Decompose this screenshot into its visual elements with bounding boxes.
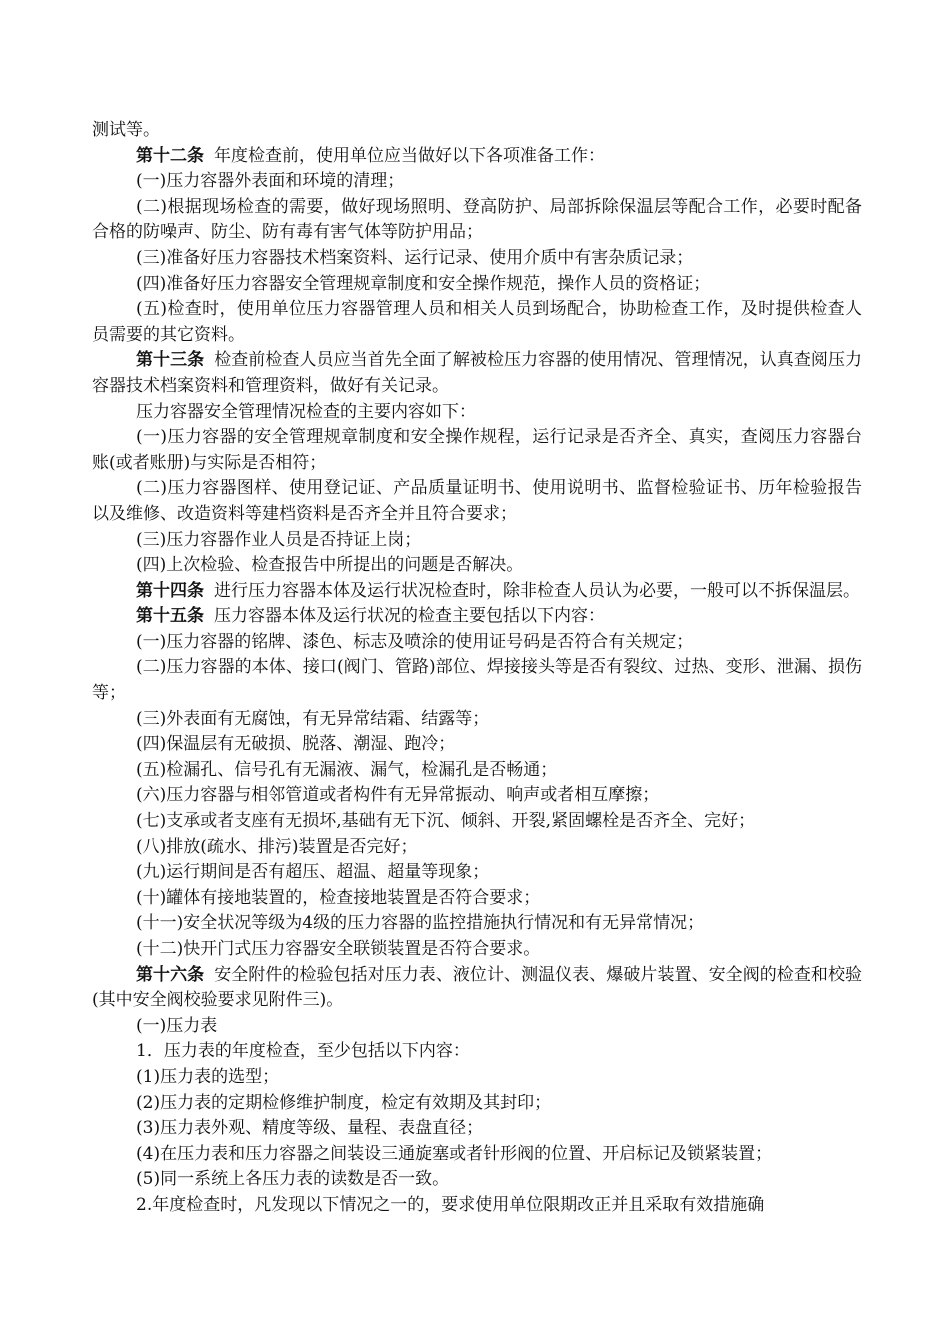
paragraph	[92, 886, 862, 912]
paragraph	[92, 809, 862, 835]
article-number: 第十二条	[136, 145, 204, 166]
paragraph	[92, 297, 862, 348]
article-number: 第十三条	[136, 350, 205, 371]
paragraph	[92, 963, 862, 1014]
paragraph-text: (二)压力容器图样、使用登记证、产品质量证明书、使用说明书、监督检验证书、历年检验报告以及维修、改造资料等建档资料是否齐全并且符合要求；	[92, 478, 862, 524]
paragraph-text: 测试等。	[92, 120, 160, 140]
paragraph-text: (七)支承或者支座有无损坏,基础有无下沉、倾斜、开裂,紧固螺栓是否齐全、完好；	[136, 811, 756, 832]
paragraph	[92, 604, 862, 630]
paragraph-text: (五)检漏孔、信号孔有无漏液、漏气，检漏孔是否畅通；	[136, 759, 558, 780]
paragraph	[92, 1039, 862, 1065]
paragraph	[92, 707, 862, 733]
paragraph-text: (十一)安全状况等级为4级的压力容器的监控措施执行情况和有无异常情况；	[136, 913, 705, 934]
paragraph-text: (四)准备好压力容器安全管理规章制度和安全操作规范，操作人员的资格证；	[136, 273, 711, 294]
paragraph	[92, 1142, 862, 1168]
paragraph-text: (二)压力容器的本体、接口(阀门、管路)部位、焊接接头等是否有裂纹、过热、变形、泄漏、损伤等；	[92, 657, 862, 704]
paragraph-text: 2.年度检查时，凡发现以下情况之一的，要求使用单位限期改正并且采取有效措施确	[136, 1194, 765, 1215]
paragraph-text: (一)压力容器的安全管理规章制度和安全操作规程，运行记录是否齐全、真实，查阅压力容器台账(或者账册)与实际是否相符；	[92, 427, 862, 473]
paragraph	[92, 169, 862, 195]
paragraph-text: (三)压力容器作业人员是否持证上岗；	[136, 529, 422, 550]
document-page	[92, 118, 862, 1219]
paragraph-text: 安全附件的检验包括对压力表、液位计、测温仪表、爆破片装置、安全阀的检查和校验(其中安全阀校验要求见附件三)。	[92, 964, 863, 1011]
paragraph	[92, 937, 862, 963]
paragraph-text: 压力容器安全管理情况检查的主要内容如下：	[136, 401, 476, 422]
paragraph-text: 年度检查前，使用单位应当做好以下各项准备工作：	[214, 145, 605, 166]
paragraph	[92, 400, 862, 426]
paragraph	[92, 553, 862, 579]
paragraph-text: (四)保温层有无破损、脱落、潮湿、跑冷；	[136, 734, 456, 755]
paragraph-text: 压力容器本体及运行状况的检查主要包括以下内容：	[214, 606, 605, 627]
paragraph	[92, 1014, 862, 1040]
paragraph	[92, 579, 862, 605]
paragraph-text: (三)外表面有无腐蚀，有无异常结霜、结露等；	[136, 708, 490, 729]
paragraph	[92, 835, 862, 861]
paragraph-text: 检查前检查人员应当首先全面了解被检压力容器的使用情况、管理情况，认真查阅压力容器技术档案资料和管理资料，做好有关记录。	[92, 350, 863, 396]
article-number: 第十四条	[136, 580, 204, 601]
paragraph-text: (十)罐体有接地装置的，检查接地装置是否符合要求；	[136, 887, 541, 908]
article-number: 第十六条	[136, 964, 205, 985]
paragraph-text: (八)排放(疏水、排污)装置是否完好；	[136, 836, 418, 857]
paragraph-text: (2)压力表的定期检修维护制度，检定有效期及其封印；	[136, 1092, 552, 1113]
paragraph	[92, 476, 862, 527]
paragraph-text: (四)上次检验、检查报告中所提出的问题是否解决。	[136, 555, 524, 576]
article-number: 第十五条	[136, 606, 204, 627]
paragraph	[92, 425, 862, 476]
paragraph-text: (一)压力表	[136, 1015, 218, 1036]
paragraph	[92, 195, 862, 246]
paragraph	[92, 783, 862, 809]
paragraph-text: (5)同一系统上各压力表的读数是否一致。	[136, 1169, 450, 1190]
paragraph-text: 进行压力容器本体及运行状况检查时，除非检查人员认为必要，一般可以不拆保温层。	[214, 580, 860, 601]
paragraph-text: (六)压力容器与相邻管道或者构件有无异常振动、响声或者相互摩擦；	[136, 785, 660, 806]
paragraph	[92, 860, 862, 886]
paragraph	[92, 1167, 862, 1193]
paragraph	[92, 348, 862, 399]
paragraph	[92, 630, 862, 656]
paragraph	[92, 1193, 862, 1219]
paragraph-text: (1)压力表的选型；	[136, 1066, 280, 1087]
paragraph-text: (三)准备好压力容器技术档案资料、运行记录、使用介质中有害杂质记录；	[136, 247, 694, 268]
paragraph	[92, 246, 862, 272]
paragraph	[92, 655, 862, 706]
paragraph-text: (五)检查时，使用单位压力容器管理人员和相关人员到场配合，协助检查工作，及时提供检查人员需要的其它资料。	[92, 299, 862, 345]
paragraph	[92, 911, 862, 937]
paragraph	[92, 1065, 862, 1091]
paragraph	[92, 1116, 862, 1142]
paragraph	[92, 758, 862, 784]
paragraph-text: (十二)快开门式压力容器安全联锁装置是否符合要求。	[136, 939, 541, 959]
paragraph-text: (一)压力容器外表面和环境的清理；	[136, 171, 405, 192]
paragraph	[92, 144, 862, 170]
paragraph-text: (一)压力容器的铭牌、漆色、标志及喷涂的使用证号码是否符合有关规定；	[136, 631, 694, 652]
paragraph	[92, 118, 862, 144]
paragraph-text: (4)在压力表和压力容器之间装设三通旋塞或者针形阀的位置、开启标记及锁紧装置；	[136, 1143, 773, 1164]
paragraph-text: 1．压力表的年度检查，至少包括以下内容：	[136, 1041, 470, 1062]
paragraph	[92, 528, 862, 554]
paragraph	[92, 272, 862, 298]
paragraph-text: (九)运行期间是否有超压、超温、超量等现象；	[136, 862, 490, 883]
paragraph	[92, 732, 862, 758]
paragraph-text: (3)压力表外观、精度等级、量程、表盘直径；	[136, 1118, 484, 1139]
paragraph	[92, 1091, 862, 1117]
paragraph-text: (二)根据现场检查的需要，做好现场照明、登高防护、局部拆除保温层等配合工作，必要时配备合格的防噪声、防尘、防有毒有害气体等防护用品；	[92, 196, 862, 243]
